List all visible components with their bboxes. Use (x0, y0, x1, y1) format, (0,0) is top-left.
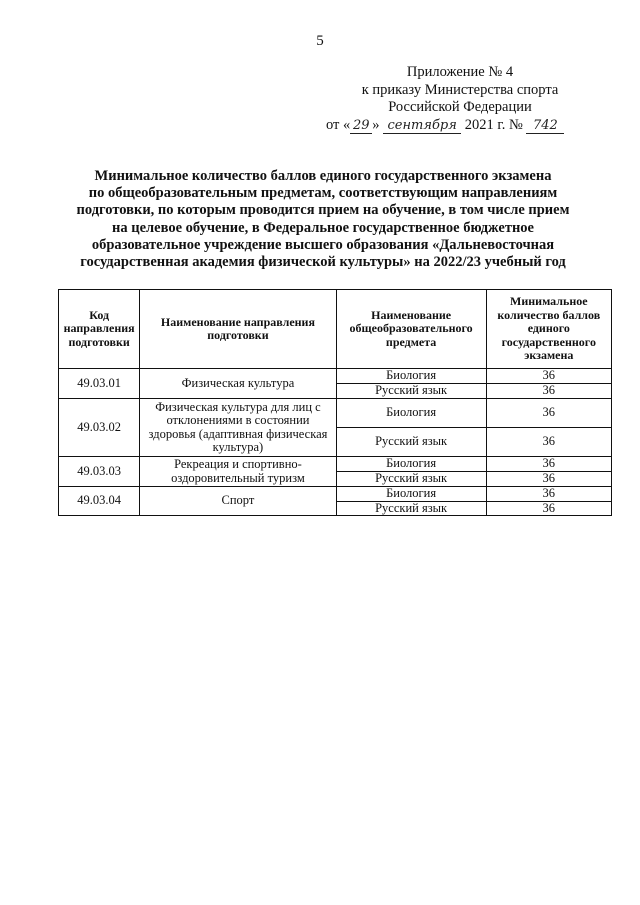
table-row (59, 369, 612, 384)
cell-subject: Русский язык (336, 501, 486, 516)
document-title (58, 168, 588, 271)
cell-name: Физическая культура для лиц с отклонениями в состоянии здоровья (адаптивная физическая культура) (140, 399, 336, 457)
order-month-handwritten: сентября (383, 119, 461, 134)
appendix-title: Приложение № 4 (406, 64, 514, 80)
title-line: на целевое обучение, в Федеральное государственное бюджетное (112, 219, 534, 236)
order-mid: » (372, 116, 380, 133)
cell-score: 36 (486, 428, 611, 457)
cell-subject: Русский язык (336, 472, 486, 487)
table-row (59, 399, 612, 428)
cell-subject: Биология (336, 487, 486, 502)
header-subject: Наименование общеобразовательного предмета (336, 290, 486, 369)
order-day-handwritten: 29 (350, 119, 372, 134)
cell-subject: Биология (336, 369, 486, 384)
appendix-federation: Российской Федерации (388, 99, 532, 115)
cell-score: 36 (486, 369, 611, 384)
cell-score: 36 (486, 487, 611, 502)
appendix-order-date-line (326, 117, 590, 135)
cell-name: Рекреация и спортивно-оздоровительный туризм (140, 457, 336, 487)
cell-code: 49.03.01 (59, 369, 140, 399)
cell-subject: Биология (336, 399, 486, 428)
cell-subject: Русский язык (336, 384, 486, 399)
cell-code: 49.03.03 (59, 457, 140, 487)
table-row (59, 457, 612, 472)
cell-code: 49.03.04 (59, 487, 140, 516)
order-prefix: от « (326, 116, 351, 133)
cell-subject: Биология (336, 457, 486, 472)
cell-subject: Русский язык (336, 428, 486, 457)
page-number: 5 (316, 33, 324, 49)
cell-name: Спорт (140, 487, 336, 516)
cell-score: 36 (486, 399, 611, 428)
cell-name: Физическая культура (140, 369, 336, 399)
table-header-row (59, 290, 612, 369)
title-line: Минимальное количество баллов единого государственного экзамена (94, 168, 552, 184)
title-line: государственная академия физической культуры» на 2022/23 учебный год (80, 254, 566, 271)
cell-score: 36 (486, 384, 611, 399)
min-scores-table (58, 289, 612, 516)
appendix-order-ref: к приказу Министерства спорта (361, 81, 559, 98)
order-number-handwritten: 742 (526, 119, 564, 134)
cell-score: 36 (486, 457, 611, 472)
title-line: подготовки, по которым проводится прием на обучение, в том числе прием (76, 202, 570, 219)
cell-score: 36 (486, 472, 611, 487)
header-code: Код направления подготовки (59, 290, 140, 369)
cell-code: 49.03.02 (59, 399, 140, 457)
header-min-score: Минимальное количество баллов единого государственного экзамена (486, 290, 611, 369)
title-line: образовательное учреждение высшего образования «Дальневосточная (91, 236, 555, 253)
title-line: по общеобразовательным предметам, соответствующим направлениям (88, 185, 558, 202)
table-row (59, 487, 612, 502)
order-year-text: 2021 г. № (464, 116, 523, 133)
appendix-block (326, 64, 590, 134)
header-name: Наименование направления подготовки (140, 290, 336, 369)
cell-score: 36 (486, 501, 611, 516)
